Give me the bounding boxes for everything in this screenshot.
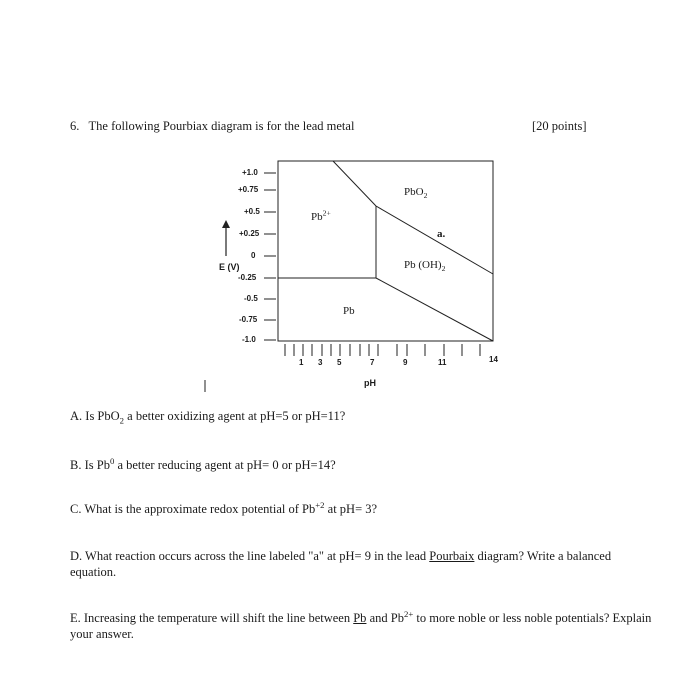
y-tick-label: -0.75: [239, 315, 258, 324]
question-e: E. Increasing the temperature will shift the line between Pb and $Pb^{2+}$ to more noble or less noble potentials? Explain your answer.: [70, 608, 652, 641]
x-tick-label: 11: [438, 358, 447, 367]
line-a-label: a.: [437, 228, 446, 240]
question-c: C. What is the approximate redox potential of $Pb^{+2}$ at pH= 3?: [70, 499, 378, 516]
region-pb2-label: $Pb^{2+}$: [311, 208, 331, 223]
y-tick-label: +0.25: [239, 229, 260, 238]
question-a: A. Is PbO$_2$ a better oxidizing agent at pH=5 or pH=11?: [70, 409, 346, 426]
x-tick-label: 1: [299, 358, 304, 367]
x-axis-label: pH: [364, 378, 376, 388]
y-tick-label: -0.25: [238, 273, 257, 282]
y-ticks: [264, 173, 276, 340]
y-tick-label: +0.5: [244, 207, 260, 216]
y-tick-label: -0.5: [244, 294, 258, 303]
question-d: D. What reaction occurs across the line labeled "a" at pH= 9 in the lead Pourbaix diagram? Write a balanced equation.: [70, 549, 612, 579]
region-pb-label: Pb: [343, 305, 355, 317]
question-b: B. Is Pb$^0$ a better reducing agent at pH= 0 or pH=14?: [70, 455, 336, 472]
x-tick-label: 7: [370, 358, 375, 367]
points-label: [20 points]: [532, 119, 587, 133]
boundary-pb-pboh2: [376, 278, 493, 341]
x-tick-label: 3: [318, 358, 323, 367]
y-tick-label: -1.0: [242, 335, 256, 344]
question-number: 6.: [70, 119, 80, 133]
e-axis-arrow-head: [222, 220, 230, 228]
boundary-pb2-pbo2: [333, 161, 376, 206]
y-tick-label: 0: [251, 251, 256, 260]
y-tick-label: +0.75: [238, 185, 259, 194]
x-tick-label: 5: [337, 358, 342, 367]
y-axis-label: E (V): [219, 262, 240, 272]
question-title: The following Pourbiax diagram is for the lead metal: [88, 119, 355, 133]
x-ticks: [285, 344, 480, 356]
x-tick-label: 9: [403, 358, 408, 367]
region-pbo2-label: PbO$_2$: [404, 186, 428, 201]
x-tick-label: 14: [489, 355, 498, 364]
region-pboh2-label: Pb $(OH)_2$: [404, 259, 446, 274]
plot-frame: [278, 161, 493, 341]
y-tick-label: +1.0: [242, 168, 258, 177]
